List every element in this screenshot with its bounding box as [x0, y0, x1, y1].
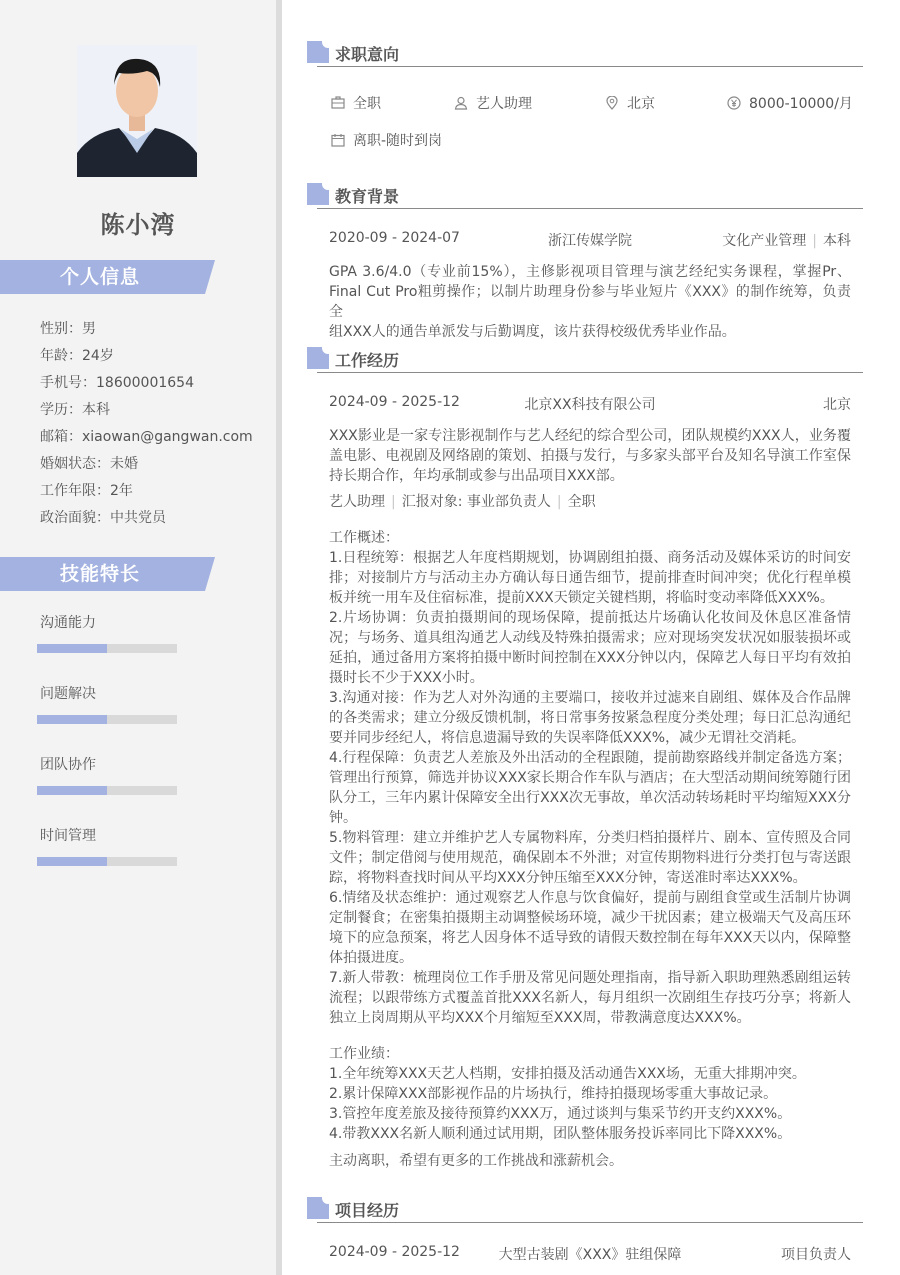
work-header-row — [329, 394, 851, 414]
text-line: 流程；以跟带练方式覆盖首批XXX名新人，每月组织一次剧组生存技巧分享；将新人 — [329, 990, 851, 1006]
text-line: 况；与场务、道具组沟通艺人动线及特殊拍摄需求；应对现场突发状况如服装损坏或 — [329, 630, 851, 646]
info-gender: 性别：男 — [40, 321, 96, 337]
skill-bar-fill — [37, 644, 107, 653]
skill-bar-track — [37, 715, 177, 724]
project-date: 2024-09 - 2025-12 — [329, 1244, 460, 1260]
work-duties — [329, 528, 851, 1028]
section-rule — [317, 372, 863, 373]
section-marker-icon — [307, 347, 329, 369]
text-line: 的各类需求；建立分级反馈机制，将日常事务按紧急程度分类处理；每日汇总沟通纪 — [329, 710, 851, 726]
intent-position — [454, 93, 532, 113]
project-role: 项目负责人 — [781, 1247, 851, 1263]
skills-title: 技能特长 — [59, 563, 140, 585]
text-line: 组XXX人的通告单派发与后勤调度，该片获得校级优秀毕业作品。 — [329, 324, 736, 340]
project-header-row — [329, 1244, 851, 1264]
text-line: 延拍，通过备用方案将拍摄中断时间控制在XXX分钟以内，保障艺人每日平均有效拍 — [329, 650, 851, 666]
work-city: 北京 — [823, 397, 851, 413]
text-line: 境下的应急预案，将艺人因身体不适导致的请假天数控制在每年XXX天以内，保障整 — [329, 930, 851, 946]
section-title: 工作经历 — [335, 351, 400, 370]
education-major-degree — [722, 230, 851, 250]
education-school: 浙江传媒学院 — [548, 233, 632, 249]
text-line: 踪，将物料查找时间从平均XXX分钟压缩至XXX分钟，寄送准时率达XXX%。 — [329, 870, 807, 886]
text-line: 文件；制定借阅与使用规范，确保剧本不外泄；对宣传期物料进行分类打包与寄送跟 — [329, 850, 851, 866]
intent-city-text: 北京 — [627, 96, 655, 112]
text-line: 主动离职，希望有更多的工作挑战和涨薪机会。 — [329, 1153, 623, 1169]
text-line: 排；对接制片方与活动主办方确认每日通告细节，提前排查时间冲突；优化行程单模 — [329, 570, 851, 586]
skill-name: 问题解决 — [40, 686, 96, 702]
text-line: 7.新人带教：梳理岗位工作手册及常见问题处理指南，指导新入职助理熟悉剧组运转 — [329, 970, 851, 986]
info-work-years: 工作年限：2年 — [40, 483, 133, 499]
work-employment-type: 全职 — [567, 494, 596, 510]
leave-reason — [329, 1151, 851, 1171]
skill-name: 团队协作 — [40, 757, 96, 773]
work-section — [307, 347, 863, 373]
section-title: 项目经历 — [335, 1201, 400, 1220]
personal-info-title: 个人信息 — [59, 266, 140, 288]
text-line: 4.带教XXX名新人顺利通过试用期，团队整体服务投诉率同比下降XXX%。 — [329, 1126, 792, 1142]
section-rule — [317, 208, 863, 209]
intent-salary — [727, 93, 853, 113]
person-icon — [454, 96, 468, 110]
text-line: 独立上岗周期从平均XXX个月缩短至XXX周，带教满意度达XXX%。 — [329, 1010, 751, 1026]
skill-bar-track — [37, 786, 177, 795]
job-intent-section — [307, 41, 863, 67]
calendar-icon — [331, 133, 345, 147]
section-title: 求职意向 — [335, 45, 400, 64]
text-line: 工作概述： — [329, 530, 399, 546]
section-rule — [317, 66, 863, 67]
work-report-to: 汇报对象: 事业部负责人 — [401, 494, 551, 510]
text-line: 钟。 — [329, 810, 357, 826]
sidebar — [0, 0, 276, 1275]
skills-banner — [0, 557, 215, 591]
text-line: 板并统一用车及住宿标准，提前XXX天锁定关键档期，将临时变动率降低XXX%。 — [329, 590, 834, 606]
education-description — [329, 262, 851, 342]
text-line: 盖电影、电视剧及网络剧的策划、拍摄与发行，与多家头部平台及知名导演工作室保 — [329, 448, 851, 464]
profile-photo — [77, 45, 197, 177]
text-line: 体拍摄进度。 — [329, 950, 413, 966]
company-description — [329, 426, 851, 486]
text-line: 2.片场协调：负责拍摄期间的现场保障，提前抵达片场确认化妆间及休息区准备情 — [329, 610, 851, 626]
text-line: 摄时长不少于XXX小时。 — [329, 670, 484, 686]
separator: | — [391, 494, 396, 510]
education-major: 文化产业管理 — [722, 233, 807, 249]
text-line: 1.日程统筹：根据艺人年度档期规划，协调剧组拍摄、商务活动及媒体采访的时间安 — [329, 550, 851, 566]
skill-bar-fill — [37, 857, 107, 866]
info-phone: 手机号：18600001654 — [40, 375, 194, 391]
section-rule — [317, 1222, 863, 1223]
intent-employment-type-text: 全职 — [353, 96, 381, 112]
work-role: 艺人助理 — [329, 494, 385, 510]
project-name: 大型古装剧《XXX》驻组保障 — [498, 1247, 682, 1263]
text-line: 持长期合作，年均承制或参与出品项目XXX部。 — [329, 468, 624, 484]
text-line: 6.情绪及状态维护：通过观察艺人作息与饮食偏好，提前与剧组食堂或生活制片协调 — [329, 890, 851, 906]
education-degree: 本科 — [823, 233, 851, 249]
sidebar-divider — [276, 0, 282, 1275]
separator: | — [556, 494, 562, 510]
project-section — [307, 1197, 863, 1223]
skill-item — [40, 683, 180, 703]
work-company: 北京XX科技有限公司 — [524, 397, 656, 413]
text-line: XXX影业是一家专注影视制作与艺人经纪的综合型公司，团队规模约XXX人，业务覆 — [329, 428, 851, 444]
section-marker-icon — [307, 41, 329, 63]
info-email: 邮箱：xiaowan@gangwan.com — [40, 429, 253, 445]
text-line: 1.全年统筹XXX天艺人档期，安排拍摄及活动通告XXX场，无重大排期冲突。 — [329, 1066, 806, 1082]
skill-item — [40, 754, 180, 774]
skill-item — [40, 612, 180, 632]
text-line: Final Cut Pro粗剪操作；以制片助理身份参与毕业短片《XXX》的制作统筹，负责全 — [329, 284, 851, 320]
info-marital-status: 婚姻状态：未婚 — [40, 456, 138, 472]
personal-info-banner — [0, 260, 215, 294]
text-line: 队分工，三年内累计保障安全出行XXX次无事故，单次活动转场耗时平均缩短XXX分 — [329, 790, 851, 806]
skill-bar-track — [37, 644, 177, 653]
work-date: 2024-09 - 2025-12 — [329, 394, 460, 410]
text-line: 工作业绩： — [329, 1046, 399, 1062]
text-line: 5.物料管理：建立并维护艺人专属物料库，分类归档拍摄样片、剧本、宣传照及合同 — [329, 830, 851, 846]
profile-name: 陈小湾 — [100, 211, 176, 239]
skill-bar-fill — [37, 786, 107, 795]
skill-bar-track — [37, 857, 177, 866]
education-section — [307, 183, 863, 209]
text-line: 定制餐食；在密集拍摄期主动调整候场环境，减少干扰因素；建立极端天气及高压环 — [329, 910, 851, 926]
text-line: 管理出行预算，筛选并协议XXX家长期合作车队与酒店；在大型活动期间统筹随行团 — [329, 770, 851, 786]
skill-bar-fill — [37, 715, 107, 724]
briefcase-icon — [331, 96, 345, 110]
info-education: 学历：本科 — [40, 402, 110, 418]
education-header-row — [329, 230, 851, 250]
text-line: 2.累计保障XXX部影视作品的片场执行，维持拍摄现场零重大事故记录。 — [329, 1086, 778, 1102]
intent-availability — [331, 130, 442, 150]
skill-name: 时间管理 — [40, 828, 96, 844]
text-line: 3.沟通对接：作为艺人对外沟通的主要端口，接收并过滤来自剧组、媒体及合作品牌 — [329, 690, 851, 706]
skill-name: 沟通能力 — [40, 615, 96, 631]
text-line: 要并同步经纪人，将信息遗漏导致的失误率降低XXX%，减少无谓社交消耗。 — [329, 730, 806, 746]
section-marker-icon — [307, 183, 329, 205]
separator: | — [812, 233, 817, 249]
section-marker-icon — [307, 1197, 329, 1219]
intent-position-text: 艺人助理 — [476, 96, 532, 112]
section-title: 教育背景 — [335, 187, 400, 206]
intent-employment-type — [331, 93, 381, 113]
text-line: 3.管控年度差旅及接待预算约XXX万，通过谈判与集采节约开支约XXX%。 — [329, 1106, 792, 1122]
yen-coin-icon — [727, 96, 741, 110]
info-political-status: 政治面貌：中共党员 — [40, 510, 166, 526]
personal-info-list — [40, 316, 253, 532]
intent-availability-text: 离职-随时到岗 — [353, 133, 443, 149]
location-pin-icon — [605, 96, 619, 110]
info-age: 年龄：24岁 — [40, 348, 114, 364]
education-date: 2020-09 - 2024-07 — [329, 230, 460, 246]
work-achievements — [329, 1044, 851, 1144]
intent-salary-text: 8000-10000/月 — [749, 96, 853, 112]
text-line: GPA 3.6/4.0（专业前15%），主修影视项目管理与演艺经纪实务课程，掌握Pr、 — [329, 264, 851, 280]
skill-item — [40, 825, 180, 845]
intent-city — [605, 93, 655, 113]
text-line: 4.行程保障：负责艺人差旅及外出活动的全程跟随，提前勘察路线并制定备选方案； — [329, 750, 851, 766]
work-meta-row — [329, 492, 851, 512]
